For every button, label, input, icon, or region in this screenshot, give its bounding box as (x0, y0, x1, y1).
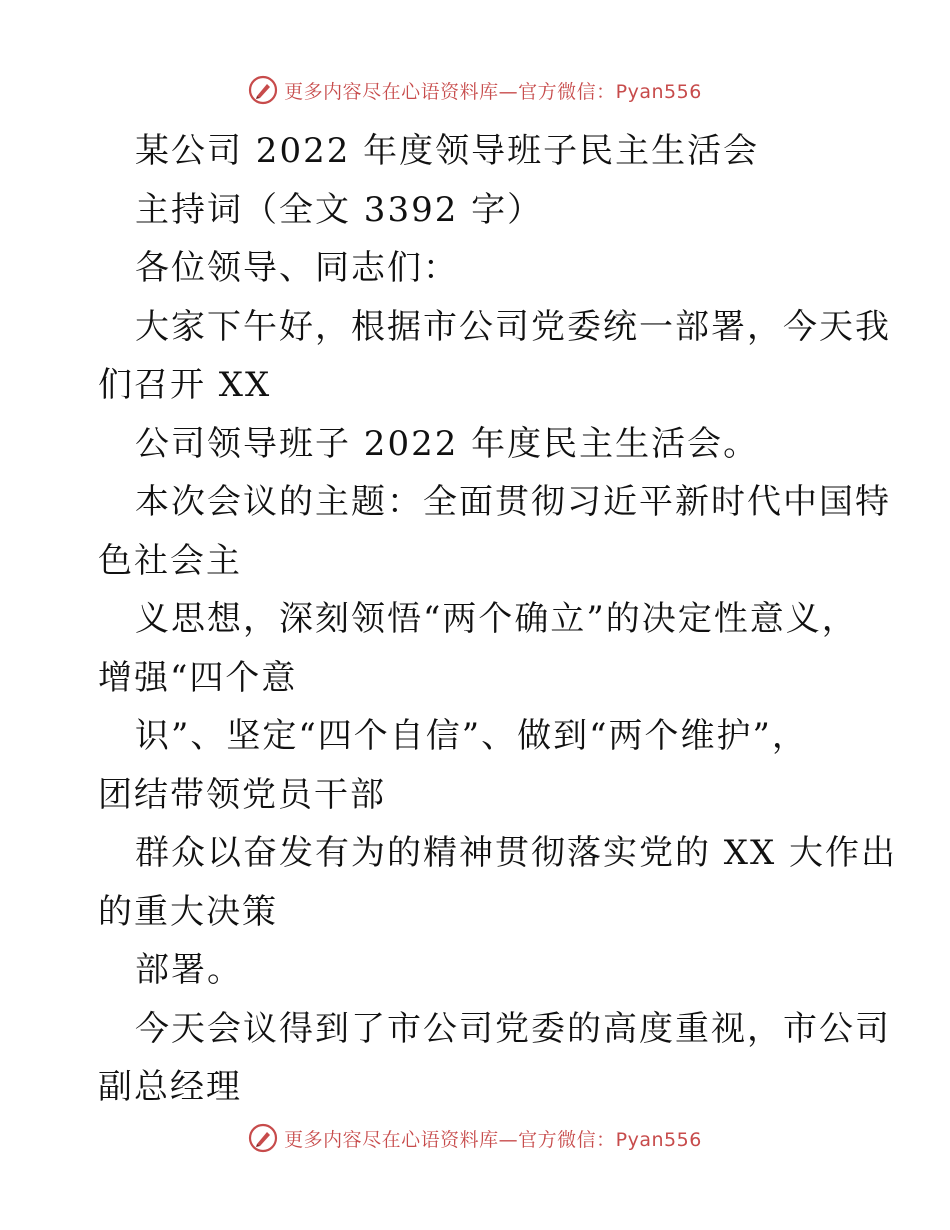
footer-watermark (0, 1118, 950, 1158)
paragraph-line: 的重大决策 (98, 891, 278, 932)
paragraph-line: 群众以奋发有为的精神贯彻落实党的 XX 大作出 (135, 833, 898, 873)
document-body (98, 122, 898, 1117)
paragraph-line: 识”、坚定“四个自信”、做到“两个维护”， (135, 716, 808, 756)
paragraph-line: 团结带领党员干部 (98, 774, 386, 815)
paragraph-line: 本次会议的主题：全面贯彻习近平新时代中国特 (135, 482, 891, 522)
watermark-text: 更多内容尽在心语资料库—官方微信：Pyan556 (284, 80, 702, 103)
greeting-line: 各位领导、同志们： (135, 248, 459, 288)
watermark-text: 更多内容尽在心语资料库—官方微信：Pyan556 (284, 1128, 702, 1151)
paragraph-line: 大家下午好，根据市公司党委统一部署，今天我 (135, 306, 891, 347)
paragraph-line: 公司领导班子 2022 年度民主生活会。 (135, 423, 760, 464)
document-title-line-1: 某公司 2022 年度领导班子民主生活会 (135, 131, 760, 171)
paragraph-line: 们召开 XX (98, 365, 272, 405)
paragraph-line: 增强“四个意 (98, 657, 298, 698)
paragraph-line: 色社会主 (98, 540, 242, 581)
paragraph-line: 今天会议得到了市公司党委的高度重视，市公司 (135, 1008, 891, 1049)
pen-logo-icon (248, 1123, 278, 1153)
pen-logo-icon (248, 75, 278, 105)
document-title-line-2: 主持词（全文 3392 字） (135, 189, 544, 230)
header-watermark (0, 70, 950, 110)
paragraph-line: 部署。 (135, 950, 243, 990)
paragraph-line: 副总经理 (98, 1067, 242, 1107)
paragraph-line: 义思想，深刻领悟“两个确立”的决定性意义， (135, 599, 858, 639)
